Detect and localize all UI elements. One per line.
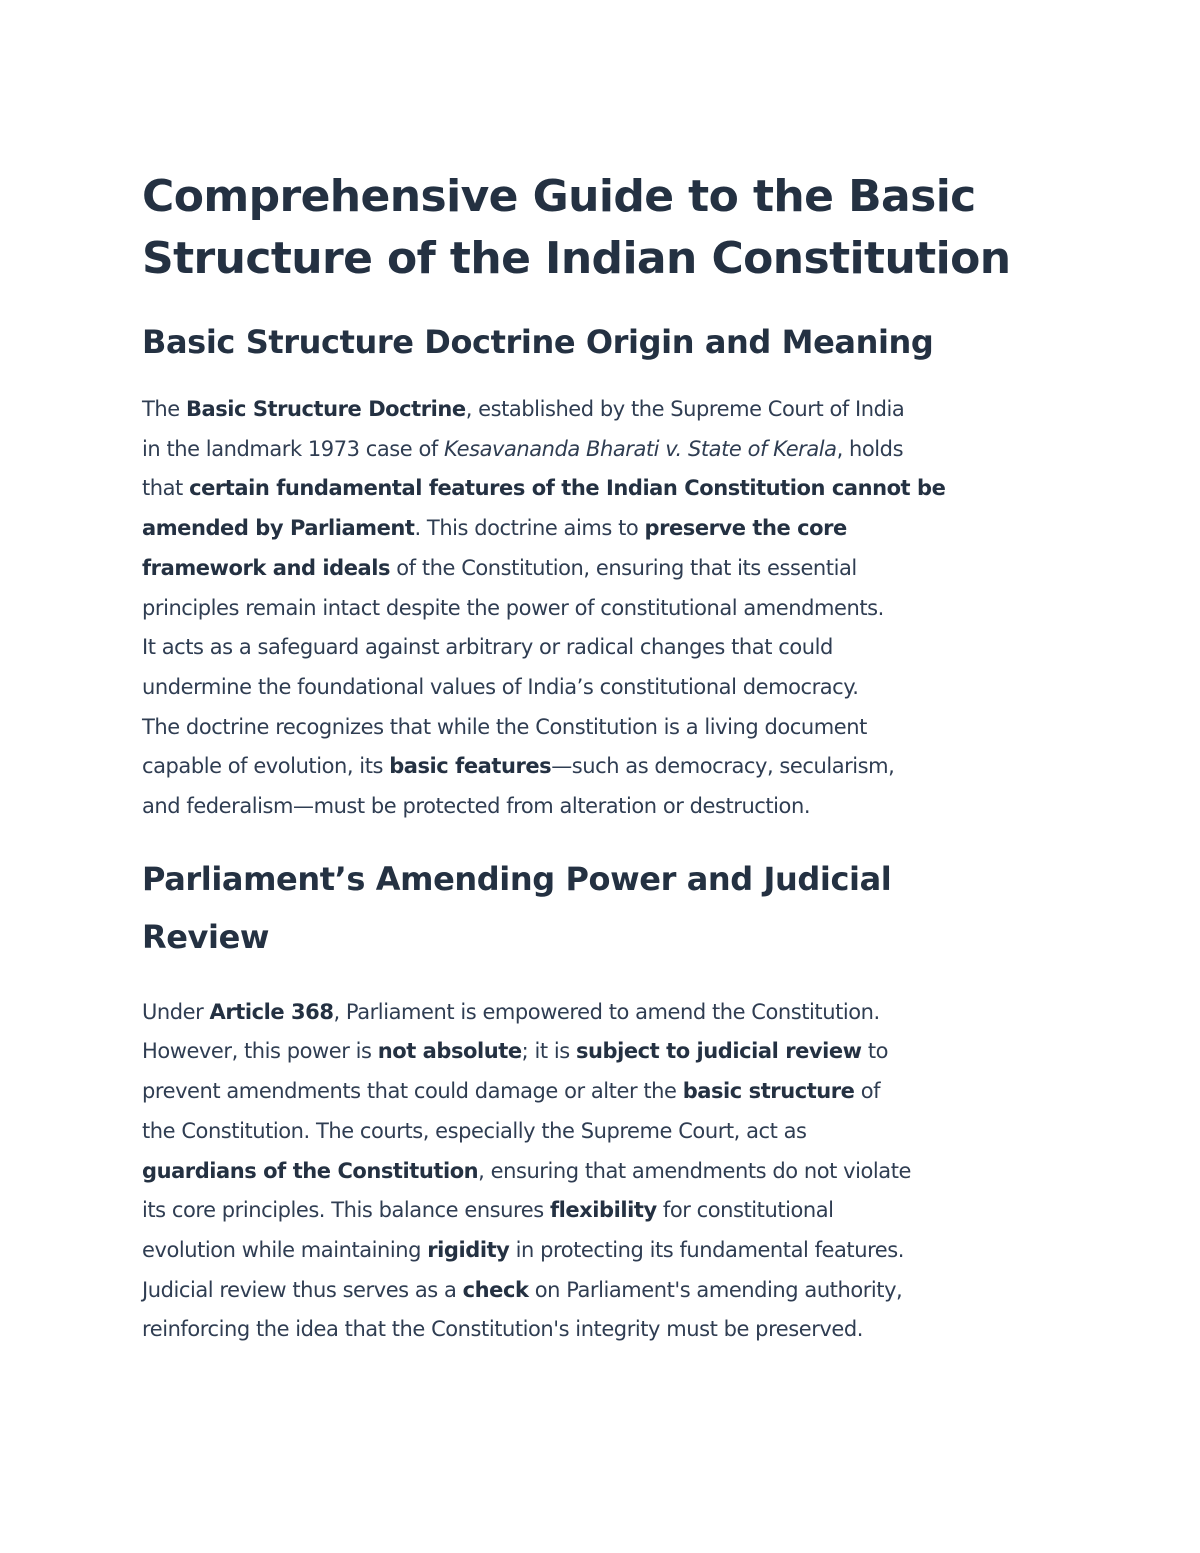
paragraph-line: evolution while maintaining rigidity in protecting its fundamental features.: [142, 1237, 904, 1262]
paragraph-doctrine-origin: [142, 390, 1067, 827]
bold-term: certain fundamental features of the Indian Constitution cannot be: [189, 476, 946, 501]
bold-term: Basic Structure Doctrine: [185, 397, 466, 421]
section-heading-line-2: Review: [142, 917, 270, 956]
paragraph-line: guardians of the Constitution, ensuring that amendments do not violate: [142, 1158, 911, 1183]
section-heading-amending-power: [142, 850, 1067, 966]
paragraph-line: reinforcing the idea that the Constitution's integrity must be preserved.: [142, 1317, 863, 1342]
page-title: [142, 166, 1067, 290]
paragraph-line: Judicial review thus serves as a check on Parliament's amending authority,: [142, 1277, 903, 1302]
bold-term: check: [462, 1277, 529, 1302]
section-heading-doctrine-origin: Basic Structure Doctrine Origin and Meaning: [142, 323, 934, 361]
paragraph-line: principles remain intact despite the power of constitutional amendments.: [142, 595, 884, 620]
page-title-line-2: Structure of the Indian Constitution: [142, 233, 1011, 284]
paragraph-line: and federalism—must be protected from alteration or destruction.: [142, 794, 811, 819]
bold-term: framework and ideals: [142, 555, 391, 580]
paragraph-line: undermine the foundational values of India’s constitutional democracy.: [142, 674, 859, 699]
paragraph-line: The Basic Structure Doctrine, established by the Supreme Court of India: [142, 397, 905, 421]
bold-term: basic features: [389, 754, 552, 779]
document-page: [142, 166, 1067, 1350]
bold-term: rigidity: [427, 1237, 510, 1262]
paragraph-line: its core principles. This balance ensures flexibility for constitutional: [142, 1198, 834, 1223]
paragraph-line: prevent amendments that could damage or alter the basic structure of: [142, 1079, 881, 1104]
paragraph-line: However, this power is not absolute; it is subject to judicial review to: [142, 1039, 889, 1064]
paragraph-line: Under Article 368, Parliament is empowered to amend the Constitution.: [142, 999, 880, 1024]
bold-term: subject to judicial review: [576, 1039, 862, 1064]
paragraph-line: that certain fundamental features of the Indian Constitution cannot be: [142, 476, 946, 501]
paragraph-line: in the landmark 1973 case of Kesavananda Bharati v. State of Kerala, holds: [142, 436, 904, 461]
bold-term: guardians of the Constitution: [142, 1158, 479, 1183]
paragraph-amending-power: [142, 993, 1067, 1350]
paragraph-line: It acts as a safeguard against arbitrary or radical changes that could: [142, 635, 833, 660]
paragraph-line: the Constitution. The courts, especially the Supreme Court, act as: [142, 1118, 807, 1143]
bold-term: Article 368: [209, 999, 334, 1024]
paragraph-line: framework and ideals of the Constitution, ensuring that its essential: [142, 555, 857, 580]
bold-term: basic structure: [682, 1079, 855, 1104]
page-title-line-1: Comprehensive Guide to the Basic: [142, 171, 976, 222]
section-heading-line-1: Parliament’s Amending Power and Judicial: [142, 859, 892, 898]
bold-term: not absolute: [377, 1039, 522, 1064]
paragraph-line: amended by Parliament. This doctrine aims to preserve the core: [142, 516, 847, 541]
bold-term: amended by Parliament: [142, 516, 415, 541]
bold-term: preserve the core: [644, 516, 847, 541]
paragraph-line: The doctrine recognizes that while the Constitution is a living document: [142, 714, 867, 739]
bold-term: flexibility: [549, 1198, 657, 1223]
paragraph-line: capable of evolution, its basic features—such as democracy, secularism,: [142, 754, 895, 779]
italic-case-name: Kesavananda Bharati v. State of Kerala: [444, 436, 837, 461]
